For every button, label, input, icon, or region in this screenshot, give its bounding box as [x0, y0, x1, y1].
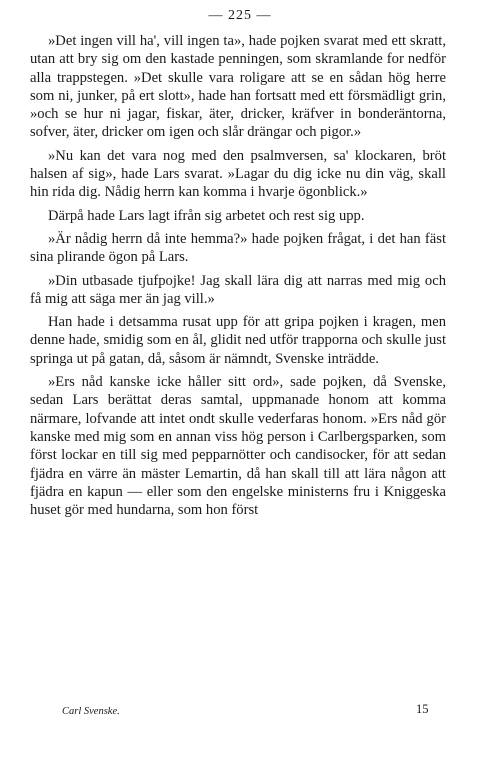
paragraph: Därpå hade Lars lagt ifrån sig arbetet och rest sig upp.	[48, 207, 365, 224]
paragraph: »Det ingen vill ha', vill ingen ta», hade pojken svarat med ett skratt, utan att bry sig om den kastade penningen, som skramlande for nedför alla trappstegen. »Det skulle vara roligare att se en sådan hög herre som ni, junker, på ert slott», hade han fortsatt med ett försmädligt grin, »och se hur ni jagar, fiskar, äter, dricker, kräfver in bonderäntorna, sofver, äter, dricker om igen och slår drängar och pigor.»	[30, 33, 446, 141]
paragraph: Han hade i detsamma rusat upp för att gripa pojken i kragen, men denne hade, smidig som en ål, glidit ned utför trapporna och skulle just springa ut på gatan, då, såsom är nämndt, Svenske inträdde.	[30, 314, 446, 367]
paragraph: »Är nådig herrn då inte hemma?» hade pojken frågat, i det han fäst sina plirande ögon på Lars.	[30, 230, 446, 266]
footer-signature: Carl Svenske.	[62, 706, 120, 717]
sheet-number: 15	[416, 702, 429, 716]
paragraph: »Nu kan det vara nog med den psalmversen, sa' klockaren, bröt halsen af sig», hade Lars svarat. »Lagar du dig icke nu din väg, skall hin rida dig. Nådig herrn kan komma i hvarje ögonblick.»	[30, 147, 446, 201]
page-number: — 225 —	[208, 8, 272, 23]
body-text	[30, 32, 446, 519]
paragraph: »Ers nåd kanske icke håller sitt ord», sade pojken, då Svenske, sedan Lars berättat deras samtal, uppmanade honom att komma närmare, lofvande att intet ondt skulle vederfaras honom. »Ers nåd gör kanske med mig som en annan viss hög person i Carlbergsparken, som först lockar en till sig med pepparnötter och candisocker, för att sedan fjädra en värre än mäster Lemartin, då han skall till att lära någon att fjädra en kapun — eller som den engelske ministerns fru i Kniggeska huset gör med hundarna, som hon först	[30, 374, 446, 519]
paragraph: »Din utbasade tjufpojke! Jag skall lära dig att narras med mig och få mig att säga mer än jag vill.»	[30, 272, 446, 307]
